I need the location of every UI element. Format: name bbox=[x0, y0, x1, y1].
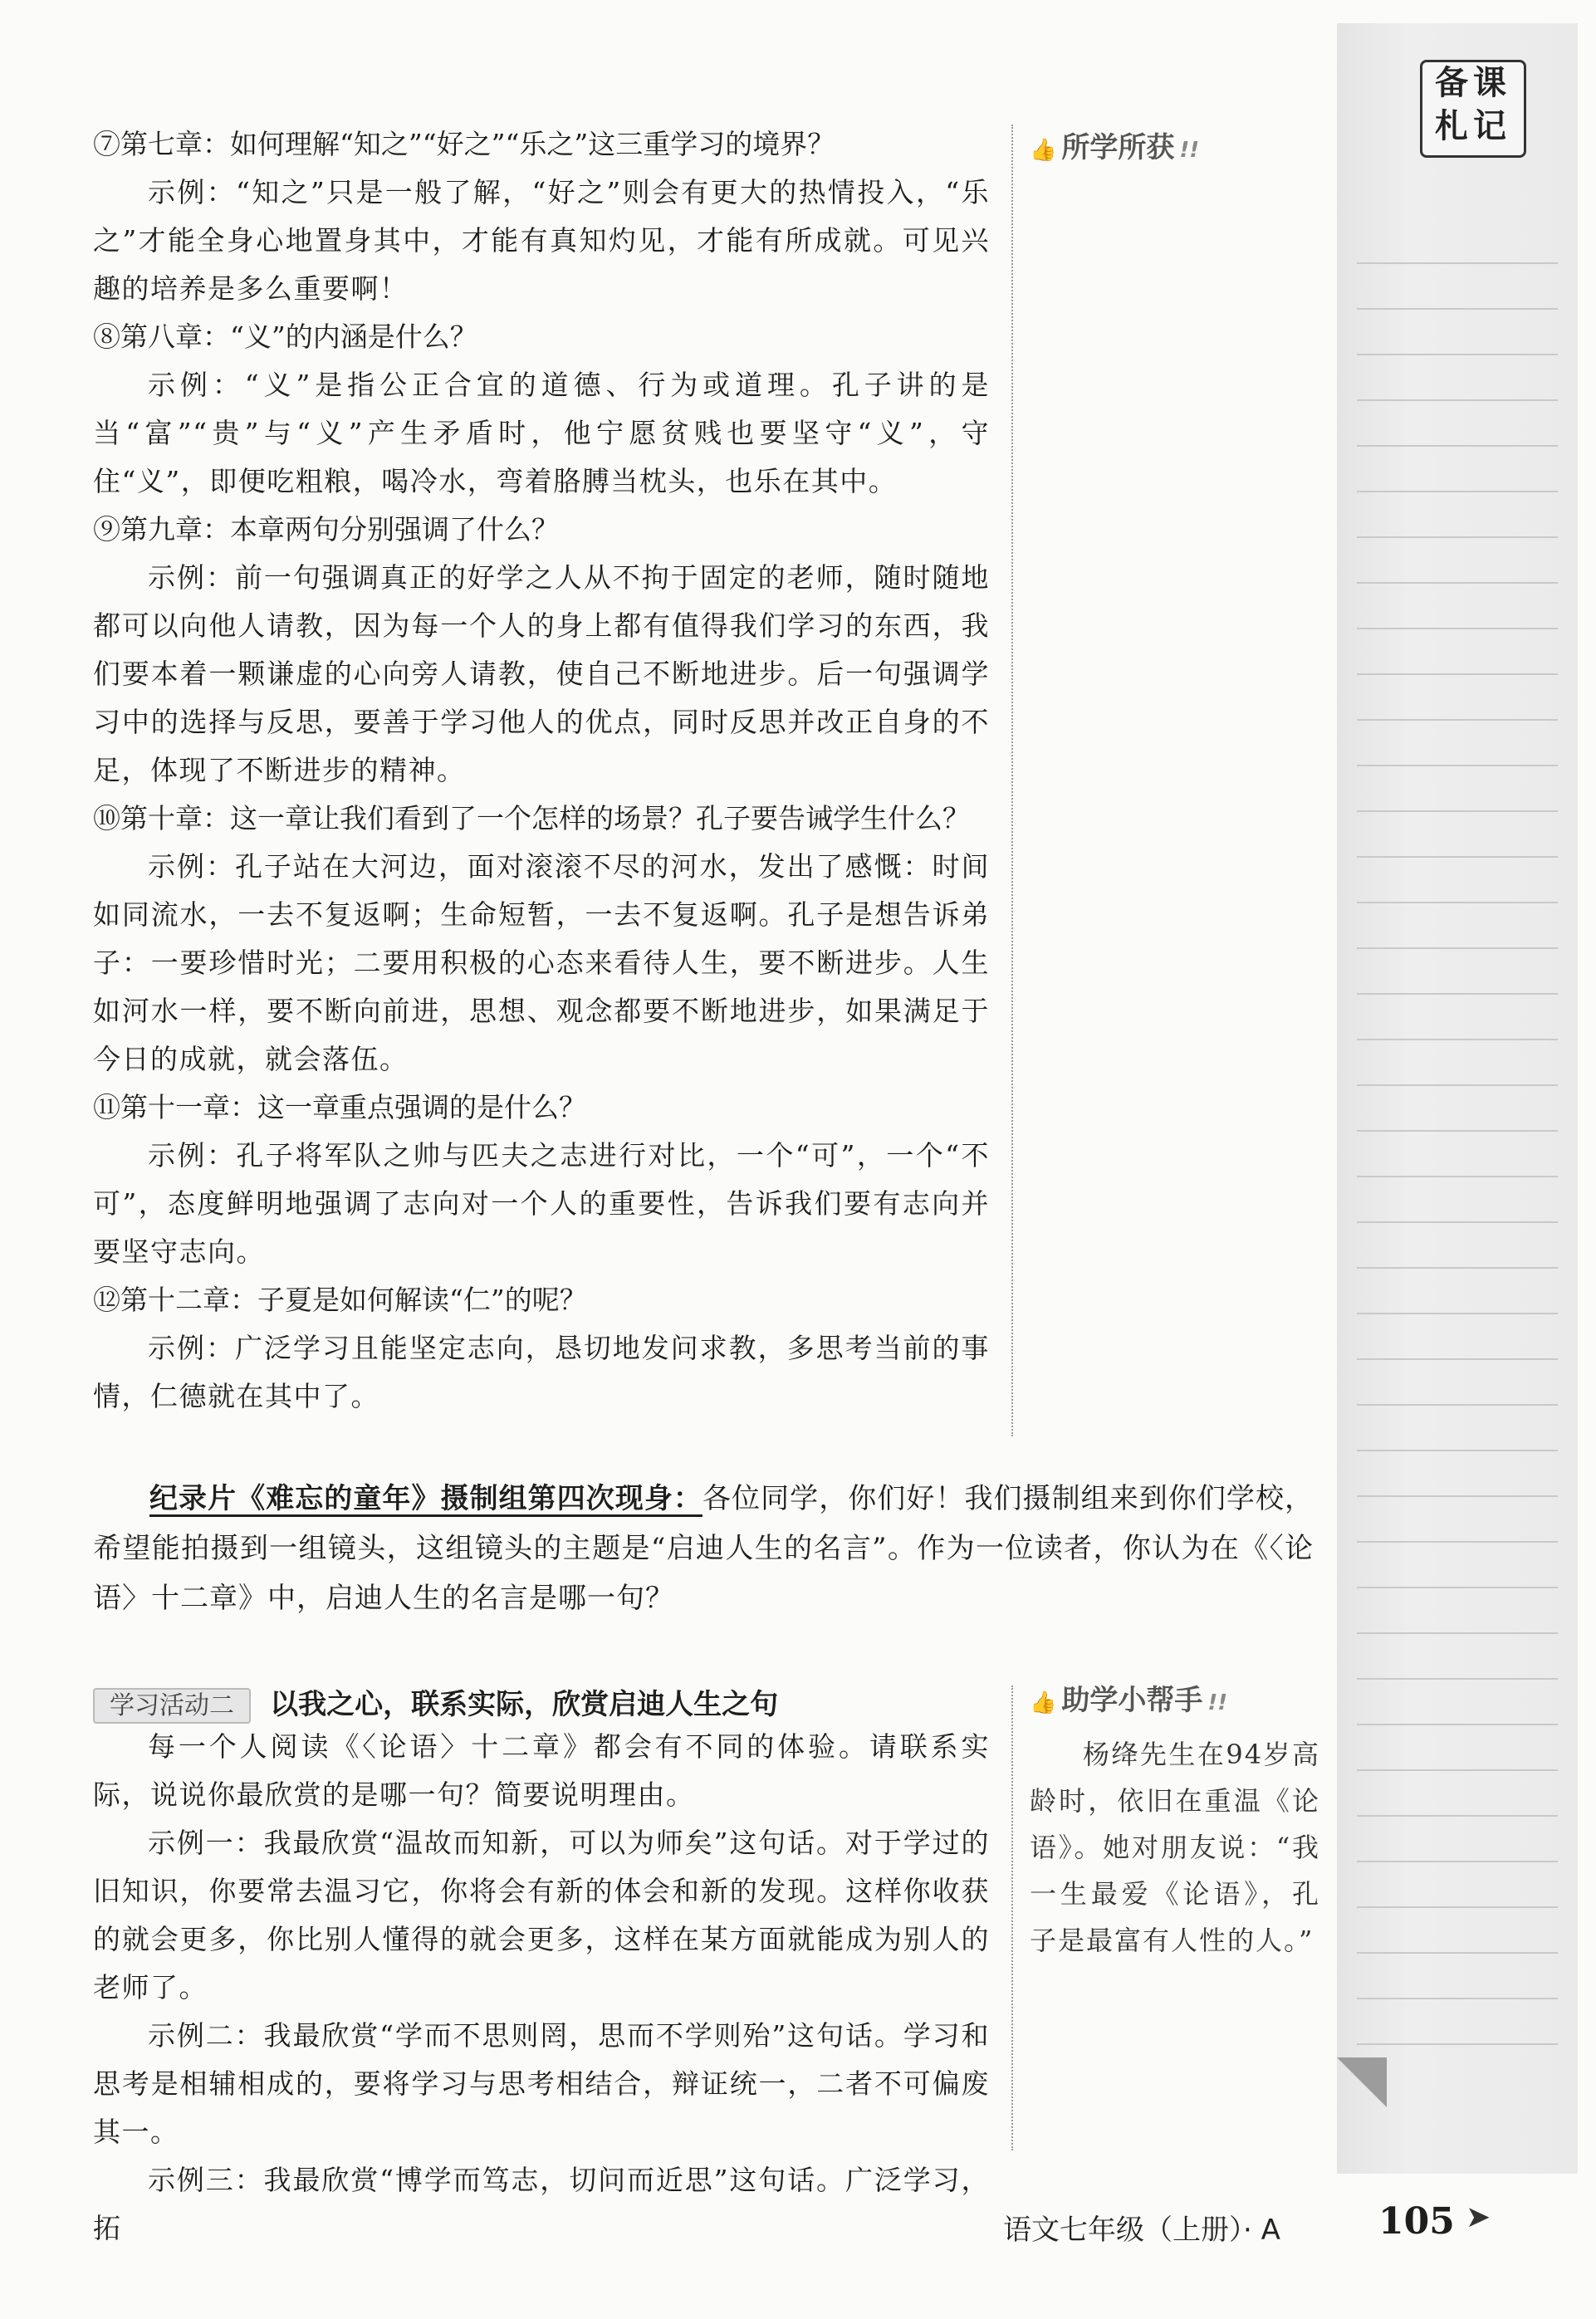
film-crew-lead: 纪录片《难忘的童年》摄制组第四次现身： bbox=[149, 1482, 703, 1515]
chapter-answer: 示例：前一句强调真正的好学之人从不拘于固定的老师，随时随地都可以向他人请教，因为每一个人的身上都有值得我们学习的东西，我们要本着一颗谦虚的心向旁人请教，使自己不断地进步。后一句强调学习中的选择与反思，要善于学习他人的优点，同时反思并改正自身的不足，体现了不断进步的精神。 bbox=[93, 561, 990, 786]
learned-heading: 👍 所学所获 !! bbox=[1030, 131, 1200, 164]
chapter-item bbox=[93, 313, 990, 506]
page-corner-fold bbox=[1337, 2057, 1387, 2107]
thumbs-up-icon: 👍 bbox=[1030, 1690, 1057, 1715]
chapter-question: ⑦第七章：如何理解“知之”“好之”“乐之”这三重学习的境界？ bbox=[93, 128, 835, 160]
footer-book-label: 语文七年级（上册）· A bbox=[1003, 2214, 1280, 2247]
thumbs-up-icon: 👍 bbox=[1030, 138, 1057, 163]
column-divider-bottom bbox=[1011, 1685, 1013, 2150]
chapter-item bbox=[93, 120, 990, 313]
note-lines bbox=[1357, 218, 1558, 2057]
chapter-answer: 示例：孔子站在大河边，面对滚滚不尽的河水，发出了感慨：时间如同流水，一去不复返啊；生命短暂，一去不复返啊。孔子是想告诉弟子：一要珍惜时光；二要用积极的心态来看待人生，要不断进步。人生如河水一样，要不断向前进，思想、观念都要不断地进步，如果满足于今日的成就，就会落伍。 bbox=[93, 850, 990, 1075]
column-divider-top bbox=[1011, 125, 1013, 1436]
chapter-item bbox=[93, 1084, 990, 1276]
chapter-answer: 示例：孔子将军队之帅与匹夫之志进行对比，一个“可”，一个“不可”，态度鲜明地强调了志向对一个人的重要性，告诉我们要有志向并要坚守志向。 bbox=[93, 1139, 990, 1268]
film-crew-text: 各位同学，你们好！我们摄制组来到你们学校，希望能拍摄到一组镜头，这组镜头的主题是“启迪人生的名言”。作为一位读者，你认为在《〈论语〉十二章》中，启迪人生的名言是哪一句？ bbox=[93, 1482, 1314, 1615]
chapter-question: ⑪第十一章：这一章重点强调的是什么？ bbox=[93, 1091, 586, 1123]
chapter-question: ⑨第九章：本章两句分别强调了什么？ bbox=[93, 513, 559, 546]
notes-column bbox=[1337, 23, 1578, 2174]
exclaim-icon: !! bbox=[1207, 1690, 1228, 1715]
activity-example: 示例一：我最欣赏“温故而知新，可以为师矣”这句话。对于学过的旧知识，你要常去温习它，你将会有新的体会和新的发现。这样你收获的就会更多，你比别人懂得的就会更多，这样在某方面就能成为别人的老师了。 bbox=[93, 1827, 990, 2003]
activity-tag: 学习活动二 bbox=[93, 1688, 251, 1724]
page-number: 105 bbox=[1378, 2200, 1455, 2243]
activity-title: 以我之心，联系实际，欣赏启迪人生之句 bbox=[270, 1688, 779, 1721]
chapter-list bbox=[93, 120, 990, 1421]
helper-heading: 👍 助学小帮手 !! bbox=[1030, 1684, 1228, 1717]
footer-ornament-icon: ➤ bbox=[1466, 2200, 1491, 2234]
exclaim-icon: !! bbox=[1179, 138, 1200, 163]
chapter-question: ⑧第八章：“义”的内涵是什么？ bbox=[93, 320, 477, 353]
chapter-item bbox=[93, 1276, 990, 1421]
helper-note: 杨绛先生在94岁高龄时，依旧在重温《论语》。她对朋友说：“我一生最爱《论语》，孔子是最富有人性的人。” bbox=[1030, 1739, 1320, 1956]
chapter-answer: 示例：“知之”只是一般了解，“好之”则会有更大的热情投入，“乐之”才能全身心地置身其中，才能有真知灼见，才能有所成就。可见兴趣的培养是多么重要啊！ bbox=[93, 176, 990, 305]
activity-intro: 每一个人阅读《〈论语〉十二章》都会有不同的体验。请联系实际，说说你最欣赏的是哪一句？简要说明理由。 bbox=[93, 1730, 990, 1811]
chapter-item bbox=[93, 795, 990, 1084]
activity-example: 示例二：我最欣赏“学而不思则罔，思而不学则殆”这句话。学习和思考是相辅相成的，要将学习与思考相结合，辩证统一，二者不可偏废其一。 bbox=[93, 2019, 990, 2148]
chapter-answer: 示例：广泛学习且能坚定志向，恳切地发问求教，多思考当前的事情，仁德就在其中了。 bbox=[93, 1332, 990, 1412]
chapter-question: ⑩第十章：这一章让我们看到了一个怎样的场景？孔子要告诫学生什么？ bbox=[93, 802, 970, 834]
activity-body bbox=[93, 1723, 990, 2253]
badge-line-2: 札记 bbox=[1435, 107, 1511, 145]
chapter-answer: 示例：“义”是指公正合宜的道德、行为或道理。孔子讲的是当“富”“贵”与“义”产生矛盾时，他宁愿贫贱也要坚守“义”，守住“义”，即便吃粗粮，喝冷水，弯着胳膊当枕头，也乐在其中。 bbox=[93, 369, 990, 497]
learning-activity-header bbox=[93, 1681, 990, 1722]
lesson-notes-badge bbox=[1420, 60, 1526, 158]
activity-example: 示例三：我最欣赏“博学而笃志，切问而近思”这句话。广泛学习，拓 bbox=[93, 2164, 990, 2244]
chapter-item bbox=[93, 506, 990, 795]
film-crew-prompt bbox=[93, 1474, 1314, 1623]
chapter-question: ⑫第十二章：子夏是如何解读“仁”的呢？ bbox=[93, 1284, 587, 1316]
badge-line-1: 备课 bbox=[1435, 64, 1511, 102]
